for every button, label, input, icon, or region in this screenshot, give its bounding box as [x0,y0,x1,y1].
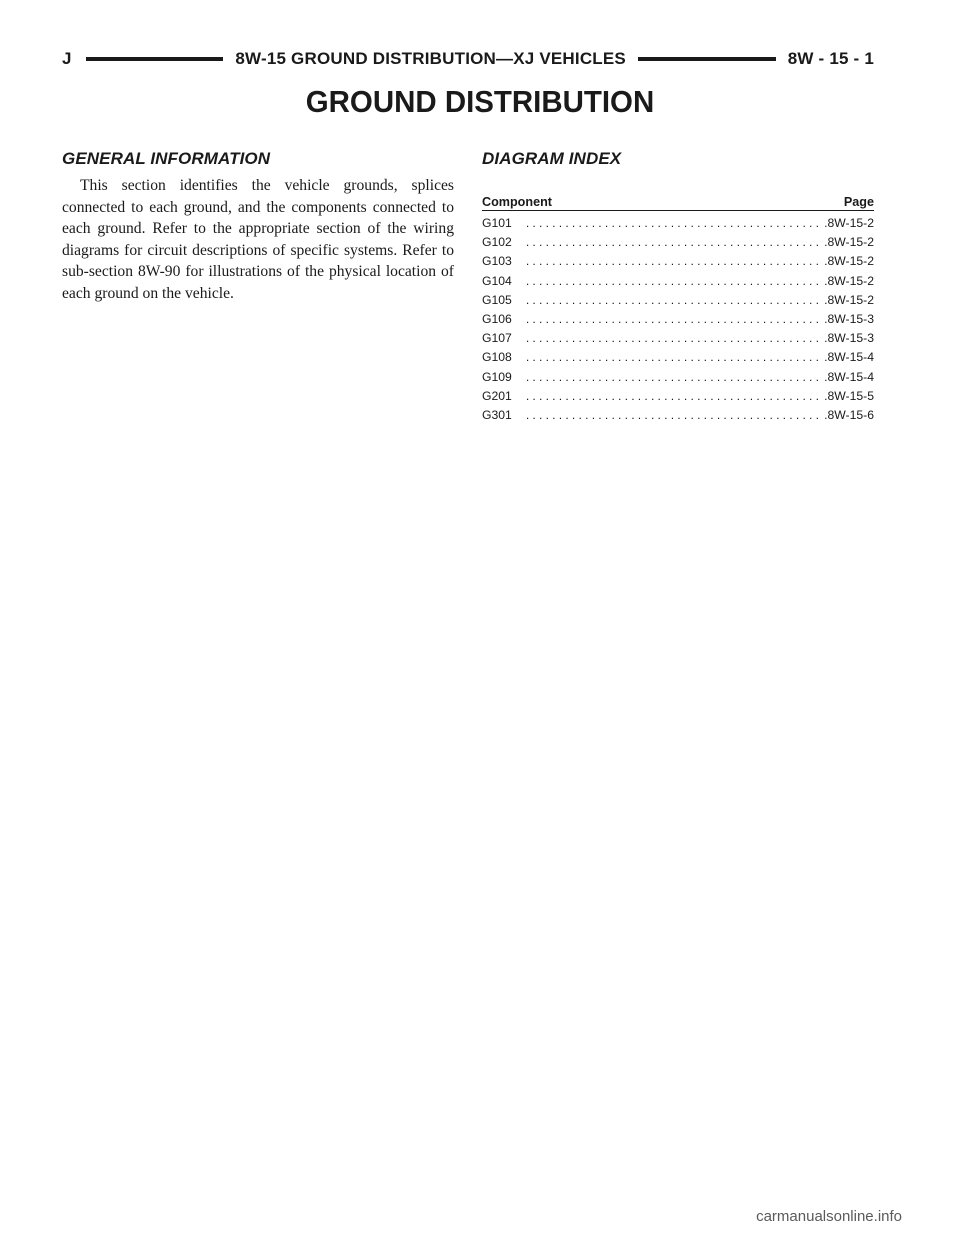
index-row [482,235,874,254]
index-page: .8W-15-5 [824,388,874,403]
diagram-index-header-row [482,195,874,211]
diagram-index-heading: DIAGRAM INDEX [482,149,622,168]
index-row [482,389,874,408]
index-leader-dots [526,389,822,403]
index-component: G103 [482,254,512,269]
index-component: G101 [482,216,512,230]
header-left: J [62,49,72,68]
index-component: G107 [482,331,512,346]
index-row [482,293,874,312]
column-page: Page [843,195,874,209]
index-page: .8W-15-2 [824,235,874,250]
index-row [482,331,874,350]
index-component: G105 [482,292,512,307]
index-leader-dots [526,293,822,307]
index-page: .8W-15-2 [824,273,874,288]
index-row [482,408,874,427]
index-page: .8W-15-6 [824,407,874,422]
header-rule-left [86,57,224,61]
index-page: .8W-15-4 [824,369,874,384]
index-leader-dots [526,274,822,288]
index-row [482,312,874,331]
diagram-index-table [482,195,874,427]
index-leader-dots [526,235,822,249]
index-row [482,350,874,369]
index-leader-dots [526,408,822,422]
index-row [482,216,874,235]
index-page: .8W-15-2 [824,292,874,307]
footer-watermark: carmanualsonline.info [756,1208,902,1225]
index-leader-dots [526,350,822,364]
column-component: Component [482,195,552,209]
index-page: .8W-15-3 [824,331,874,346]
index-row [482,254,874,273]
index-row [482,274,874,293]
index-component: G104 [482,273,512,288]
general-information-text: This section identifies the vehicle grounds, splices connected to each ground, and the components connected to each ground. Refer to the appropriate section of the wiring diagrams for circuit descriptions of specific systems. Refer to sub-section 8W-90 for illustrations of the physical location of each ground on the vehicle. [62,177,454,302]
index-page: .8W-15-2 [824,216,874,230]
header-rule-right [638,57,776,61]
index-leader-dots [526,312,822,326]
index-leader-dots [526,370,822,384]
index-row [482,370,874,389]
header-title: 8W-15 GROUND DISTRIBUTION—XJ VEHICLES [235,49,626,68]
page-title: GROUND DISTRIBUTION [305,84,655,119]
index-component: G109 [482,369,512,384]
index-component: G201 [482,388,512,403]
general-information-heading: GENERAL INFORMATION [62,149,271,168]
index-component: G108 [482,350,512,365]
index-page: .8W-15-2 [824,254,874,269]
index-leader-dots [526,254,822,268]
index-page: .8W-15-4 [824,350,874,365]
index-component: G102 [482,235,512,250]
running-header [62,44,874,74]
index-page: .8W-15-3 [824,311,874,326]
index-leader-dots [526,216,822,230]
header-page-number: 8W - 15 - 1 [787,49,874,68]
index-component: G301 [482,407,512,422]
index-component: G106 [482,311,512,326]
index-leader-dots [526,331,822,345]
